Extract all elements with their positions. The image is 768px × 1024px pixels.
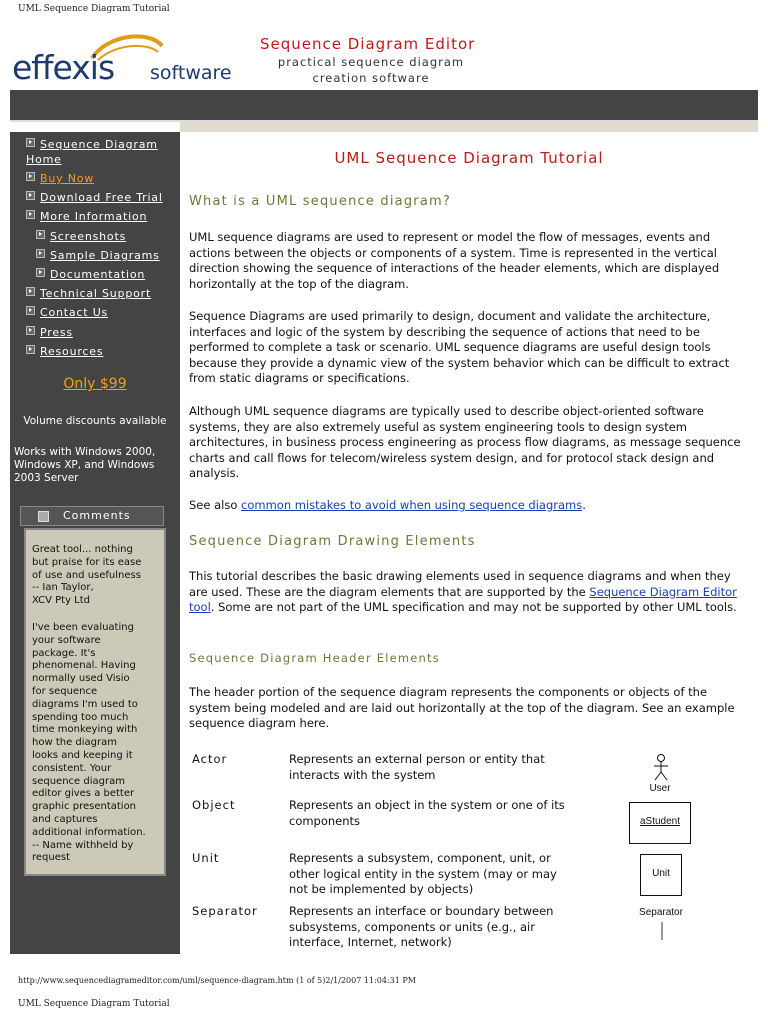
comment-line: and captures	[32, 813, 98, 825]
common-mistakes-link[interactable]: common mistakes to avoid when using sequence diagrams	[241, 498, 583, 512]
arrow-bullet-icon	[26, 191, 35, 200]
comment-line: -- Name withheld by	[32, 839, 134, 851]
comment-line: for sequence	[32, 685, 98, 697]
comment-line: diagrams I'm used to	[32, 698, 138, 710]
comment-line: but praise for its ease	[32, 556, 142, 568]
print-page-title: UML Sequence Diagram Tutorial	[18, 4, 170, 14]
desc-separator: Represents an interface or boundary between subsystems, components or units (e.g., air interface, Internet, network)	[289, 904, 554, 949]
comment-1	[32, 544, 160, 608]
sidebar-item-label: Sequence Diagram	[40, 138, 158, 151]
comment-line: I've been evaluating	[32, 622, 134, 633]
compat-line: Works with Windows 2000,	[14, 446, 156, 458]
arrow-bullet-icon	[26, 287, 35, 296]
sequence-diagram-editor-link[interactable]: Sequence Diagram Editor tool	[189, 584, 737, 614]
comment-line: request	[32, 852, 71, 864]
arrow-bullet-icon	[26, 326, 35, 335]
comment-line: looks and keeping it	[32, 749, 133, 761]
comment-line: Great tool... nothing	[32, 544, 133, 555]
desc-actor: Represents an external person or entity that interacts with the system	[289, 752, 545, 782]
sidebar-item-contact-us[interactable]	[26, 305, 176, 320]
product-title: Sequence Diagram Editor	[260, 35, 476, 53]
term-unit: Unit	[192, 851, 220, 865]
comment-line: spending too much	[32, 711, 129, 723]
comment-line: sequence diagram	[32, 775, 125, 787]
figure-label-unit: Unit	[652, 868, 670, 879]
sidebar-item-resources[interactable]	[26, 344, 176, 359]
compat-line: 2003 Server	[14, 472, 79, 484]
comment-line: consistent. Your	[32, 762, 112, 774]
heading-drawing-elements: Sequence Diagram Drawing Elements	[189, 534, 476, 549]
comment-line: additional information.	[32, 826, 146, 838]
paragraph-header: The header portion of the sequence diagram represents the components or objects of the system being modeled and are laid out horizontally at the top of the diagram. See an example sequence diagram here.	[189, 685, 735, 730]
term-actor: Actor	[192, 752, 228, 766]
figure-label-astudent: aStudent	[639, 816, 681, 827]
actor-stick-figure-icon	[650, 754, 672, 782]
sidebar-item-home[interactable]	[26, 137, 176, 167]
arrow-bullet-icon	[26, 210, 35, 219]
sidebar-item-press[interactable]	[26, 325, 176, 340]
sidebar-item-label: Resources	[40, 345, 104, 358]
heading-header-elements: Sequence Diagram Header Elements	[189, 651, 440, 665]
separator-line	[661, 922, 663, 940]
comment-line: how the diagram	[32, 737, 117, 749]
figure-label-user: User	[649, 783, 671, 794]
print-page-title-next: UML Sequence Diagram Tutorial	[18, 999, 170, 1009]
arrow-bullet-icon	[26, 306, 35, 315]
print-page-footer: http://www.sequencediagrameditor.com/uml/sequence-diagram.htm (1 of 5)2/1/2007 11:04:31 PM	[18, 976, 416, 985]
desc-object: Represents an object in the system or one of its components	[289, 798, 565, 828]
content-top-strip	[180, 122, 758, 132]
volume-discounts: Volume discounts available	[23, 415, 167, 427]
arrow-bullet-icon	[36, 230, 45, 239]
comment-line: phenomenal. Having	[32, 660, 136, 672]
comment-line: graphic presentation	[32, 801, 137, 813]
sidebar-item-label: Press	[40, 326, 73, 339]
figure-label-separator: Separator	[639, 907, 683, 918]
paragraph-uses: Sequence Diagrams are used primarily to design, document and validate the architecture, interfaces and logic of the system by describing the sequence of actions that need to be performed to complete a task or scenario. UML sequence diagrams are useful design tools because they provide a dynamic view of the system behavior which can be difficult to extract from static diagrams or specifications.	[189, 309, 730, 385]
comment-line: editor gives a better	[32, 788, 135, 800]
desc-unit: Represents a subsystem, component, unit, or other logical entity in the system (may or may not be implemented by objects)	[289, 851, 557, 896]
see-also-suffix: .	[582, 498, 586, 512]
comment-line: of use and usefulness	[32, 569, 141, 581]
sidebar-item-screenshots[interactable]	[36, 229, 186, 244]
paragraph-intro: UML sequence diagrams are used to represent or model the flow of messages, events and actions between the objects or components of a system. Time is represented in the vertical direction showing the sequence of interactions of the header elements, which are displayed horizontally at the top of the diagram.	[189, 230, 720, 291]
arrow-bullet-icon	[36, 249, 45, 258]
comment-line: package. It's	[32, 647, 96, 659]
sidebar-item-download-trial[interactable]	[26, 190, 176, 205]
logo-wordmark[interactable]: effexis	[12, 48, 115, 87]
sidebar-item-more-info[interactable]	[26, 209, 176, 224]
comment-2	[32, 622, 160, 865]
sidebar-item-label: Home	[26, 153, 62, 166]
term-object: Object	[192, 798, 236, 812]
tagline-line-2: creation software	[312, 71, 430, 85]
comment-line: normally used Visio	[32, 673, 130, 685]
comment-line: your software	[32, 634, 101, 646]
paragraph-tutorial	[189, 569, 745, 616]
sidebar-item-label: More Information	[40, 210, 148, 223]
tagline-line-1: practical sequence diagram	[277, 55, 465, 69]
sidebar-item-documentation[interactable]	[36, 267, 186, 282]
sidebar-item-label: Screenshots	[50, 230, 127, 243]
sidebar-item-technical-support[interactable]	[26, 286, 176, 301]
comments-title: Comments	[63, 509, 131, 522]
sidebar-item-label: Technical Support	[40, 287, 152, 300]
see-also	[189, 498, 745, 514]
price-link[interactable]: Only $99	[63, 376, 127, 392]
paragraph-applications: Although UML sequence diagrams are typically used to describe object-oriented software systems, they are also extremely useful as system engineering tools to design system architectures, in business process engineering as process flow diagrams, as message sequence charts and call flows for telecom/wireless system design, and for protocol stack design and analysis.	[189, 404, 741, 480]
sidebar-item-label: Documentation	[50, 268, 146, 281]
term-separator: Separator	[192, 904, 258, 918]
see-also-prefix: See also	[189, 498, 242, 512]
arrow-bullet-icon	[36, 268, 45, 277]
compatibility-note	[14, 446, 178, 485]
comment-line: -- Ian Taylor,	[32, 582, 94, 594]
sidebar-item-label: Sample Diagrams	[50, 249, 160, 262]
compat-line: Windows XP, and Windows	[14, 459, 155, 471]
arrow-bullet-icon	[26, 172, 35, 181]
p4-suffix: . Some are not part of the UML specification and may not be supported by other UML tools.	[210, 600, 737, 614]
comment-line: time monkeying with	[32, 724, 138, 736]
comments-header	[20, 506, 164, 526]
top-nav-bar	[10, 90, 758, 122]
p4-prefix: This tutorial describes the basic drawing elements used in sequence diagrams and when they are used. These are the diagram elements that are supported by the	[189, 569, 731, 599]
tagline	[266, 54, 476, 86]
sidebar-item-sample-diagrams[interactable]	[36, 248, 186, 263]
sidebar-item-label: Contact Us	[40, 306, 109, 319]
arrow-bullet-icon	[26, 345, 35, 354]
page-title: UML Sequence Diagram Tutorial	[334, 149, 604, 167]
arrow-bullet-icon	[26, 138, 35, 147]
comments-checkbox-icon	[38, 511, 49, 522]
sidebar-item-label: Buy Now	[40, 172, 95, 185]
comment-line: XCV Pty Ltd	[32, 595, 91, 607]
sidebar-item-buy-now[interactable]	[26, 171, 176, 186]
logo-software: software	[150, 62, 232, 84]
heading-what-is: What is a UML sequence diagram?	[189, 194, 451, 209]
sidebar-item-label: Download Free Trial	[40, 191, 163, 204]
